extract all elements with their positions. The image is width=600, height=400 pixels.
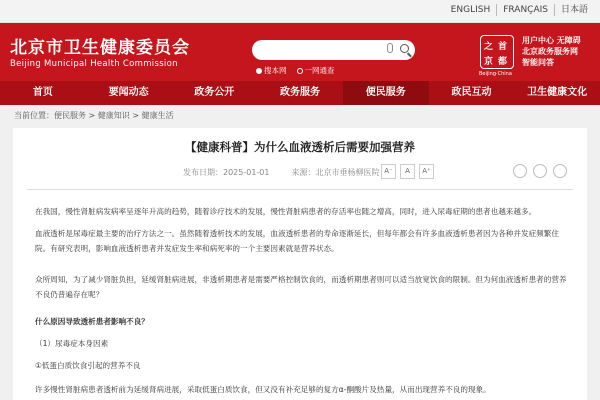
font-smaller-button[interactable]: A⁻ [381,164,396,179]
divider [27,189,573,190]
radio-selected-icon [256,68,262,74]
radio-unified-search[interactable] [297,65,335,76]
nav-news[interactable]: 要闻动态 [108,87,149,98]
nav-gov-affairs[interactable]: 政务公开 [194,87,235,98]
gov-service-link[interactable]: 北京政务服务网 [522,47,578,56]
badge-caption: Beijing·China [479,71,512,77]
radio-label: 搜本网 [264,66,287,75]
lang-japanese[interactable]: 日本語 [554,4,594,16]
paragraph: 在我国，慢性肾脏病发病率呈逐年升高的趋势，随着诊疗技术的发展，慢性肾脏病患者的存活率也随之增高，同时，进入尿毒症期的患者也越来越多。 [35,207,537,216]
main-nav [0,81,600,105]
badge-char: 首 [498,42,508,52]
nav-health-culture[interactable]: 卫生健康文化 [527,87,588,98]
article-title: 【健康科普】为什么血液透析后需要加强营养 [185,140,415,154]
publish-date: 发布日期：2025-01-01 [183,168,270,177]
search-input[interactable] [252,40,415,60]
font-size-controls [377,164,434,179]
section-heading: 什么原因导致透析患者影响不良？ [35,317,149,326]
capital-beijing-logo [480,35,514,69]
breadcrumb: 当前位置：便民服务 > 健康知识 > 健康生活 [14,111,174,120]
paragraph: （1）尿毒症本身因素 [35,339,109,348]
radio-label: 一网通查 [304,66,335,75]
search-scope [256,65,335,76]
nav-home[interactable]: 首页 [32,87,53,98]
header-services [522,35,581,68]
paragraph: 许多慢性肾脏病患者透析前为延缓肾病进展，采取低蛋白质饮食，但又没有补充足够的复方α-酮酸片及热量，从而出现营养不良的现象。 [35,385,491,394]
weibo-icon[interactable] [533,164,547,178]
microphone-icon[interactable] [387,43,393,53]
lang-french[interactable]: FRANÇAIS [496,4,554,16]
radio-unselected-icon [297,68,303,74]
article-container [13,128,587,400]
search-icon[interactable] [400,44,409,53]
nav-public-services[interactable]: 便民服务 [343,81,429,105]
paragraph: 众所周知，为了减少肾脏负担，延缓肾脏病进展，非透析期患者是需要严格控制饮食的，而透析期患者则可以适当放宽饮食的限制。但为何血液透析患者的营养不良仍普遍存在呢？ [35,275,567,299]
lang-english[interactable]: ENGLISH [450,5,491,15]
wechat-icon[interactable] [513,164,527,178]
site-title-en: Beijing Municipal Health Commission [10,59,178,69]
badge-char: 都 [498,57,508,67]
paragraph: 血液透析是尿毒症最主要的治疗方法之一。虽然随着透析技术的发展，血液透析患者的寿命逐渐延长，但每年都会有许多血液透析患者因为各种并发症频繁住院。有研究表明，影响血液透析患者并发症发生率和病死率的一个主要因素就是营养状态。 [35,229,559,253]
radio-site-search[interactable] [256,65,287,76]
nav-gov-services[interactable]: 政务服务 [280,87,321,98]
article-source: 来源：北京市垂杨柳医院 [291,168,380,177]
user-center-link[interactable]: 用户中心 无障碍 [522,36,581,45]
site-title-cn[interactable]: 北京市卫生健康委员会 [10,38,190,58]
paragraph: ①低蛋白质饮食引起的营养不良 [35,361,141,370]
article-meta [183,167,380,178]
badge-char: 京 [484,57,494,67]
site-header [0,23,600,81]
top-bar [0,0,600,23]
font-normal-button[interactable]: A [400,164,415,179]
smart-qa-link[interactable]: 智能问答 [522,58,554,67]
badge-char: 之 [484,42,494,52]
nav-interaction[interactable]: 政民互动 [451,87,492,98]
font-larger-button[interactable]: A⁺ [419,164,434,179]
language-switcher [445,4,594,16]
print-icon[interactable] [553,164,567,178]
